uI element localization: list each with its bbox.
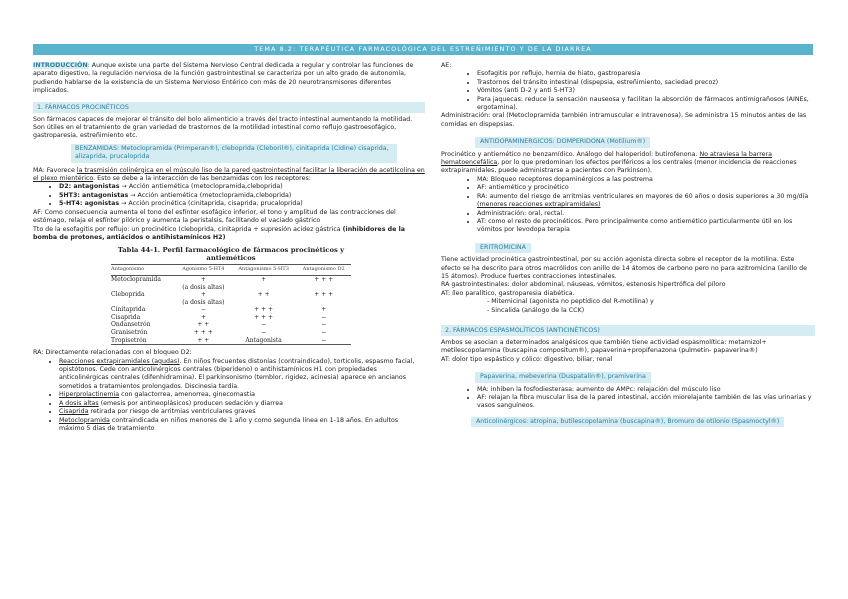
table-cell: [296, 299, 351, 307]
list-item: [59, 408, 425, 416]
table-cell: −: [321, 321, 327, 329]
ra-term: A dosis altas: [59, 399, 99, 407]
table-row: [111, 275, 351, 283]
section-espasmoliticos: 2. FÁRMACOS ESPASMOLÍTICOS (ANTICINÉTICOS): [441, 325, 815, 336]
table-cell: +: [261, 275, 267, 283]
table-row: [111, 306, 351, 314]
domperidona-box: [475, 137, 650, 147]
list-item: [477, 193, 815, 210]
table-cell: [111, 284, 176, 292]
table-cell: Cinitaprida: [111, 306, 146, 314]
table-cell: Granisetrón: [111, 329, 148, 337]
table-cell: +: [200, 313, 206, 321]
ra-intro: RA: Directamente relacionadas con el bloqueo D2:: [33, 349, 192, 357]
receptor-text: → Acción procinética (cinitaprida, cisaprida, prucaloprida): [119, 200, 303, 208]
receptor-list: [33, 183, 425, 208]
admin-paragraph: Administración: oral (Metoclopramida también intramuscular e intravenosa). Se administra 15 minutos antes de las comidas en dispepsias.: [441, 112, 807, 128]
table-cell: + +: [197, 321, 210, 329]
papaverina-list: [441, 386, 815, 411]
ae-label: AE:: [441, 62, 452, 69]
ra-term: Hiperprolactinemia: [59, 391, 120, 399]
benzamidas-text: : Metoclopramida (Primperan®), cleboprida (Cleboril®), cinitaprida (Cidine) cisaprida, alizaprida, prucaloprida: [75, 144, 389, 161]
table-cell: Cleboprida: [111, 291, 145, 299]
table-cell: +: [200, 275, 206, 283]
list-item: [59, 391, 425, 399]
ra-text: con galactorrea, amenorrea, ginecomastia: [119, 391, 256, 399]
receptor-name: 5-HT4: agonistas: [59, 200, 120, 208]
table-row: [111, 291, 351, 299]
table-title: Tabla 44-1. Perfil farmacológico de fármacos procinéticos y antieméticos: [117, 246, 345, 263]
table-cell: −: [296, 337, 351, 345]
ra-term: Cisaprida: [59, 408, 89, 416]
ma-suffix: . Esto se debe a la interacción de las benzamidas con los receptores:: [93, 175, 311, 183]
ra-list: [33, 358, 425, 434]
anticolinergicos-box: [471, 417, 784, 427]
table-cell: [231, 299, 297, 307]
eritromicina-at: AT: íleo paralítico, gastroparesia diabética.: [441, 289, 575, 297]
ma-paragraph: [33, 167, 425, 184]
tto-prefix: Tto de la esofagitis por reflujo: un procinético (cleboprida, cinitaprida + supresión acidez gástrica: [33, 225, 343, 233]
list-item: [59, 358, 425, 392]
table-cell: Tropisetrón: [111, 337, 176, 345]
eritromicina-ra: RA gastrointestinales: dolor abdominal, náuseas, vómitos, estenosis hipertrófica del píloro: [441, 281, 726, 289]
dom-ra: RA: aumento del riesgo de arritmias ventriculares en mayores de 60 años o dosis superiores a 30 mg/día: [477, 192, 809, 200]
table-cell: + + +: [254, 306, 274, 314]
list-item: • MA: Bloqueo receptores dopaminérgicos a las postrema: [477, 176, 815, 184]
list-item: • MA: inhiben la fosfodiesterasa: aumento de AMPc: relajación del músculo liso: [477, 386, 815, 394]
table-cell: [231, 284, 297, 292]
intro-label: INTRODUCCIÓN: [33, 62, 88, 69]
ra-text: (emesis por antineoplásicos) producen sedación y diarrea: [98, 399, 283, 407]
table-row: [111, 329, 351, 337]
table-cell: −: [261, 329, 267, 337]
pharmacology-table: [111, 246, 351, 345]
right-column: [441, 62, 815, 430]
table-cell: (a dosis altas): [182, 283, 225, 291]
list-item: • AF: relajan la fibra muscular lisa de la pared intestinal, acción miorelajante también de las vías urinarias y vasos sanguíneos.: [477, 394, 815, 411]
anticolinergicos-text: : atropina, butilescopolamina (buscapina®), Bromuro de otilonio (Spasmoctyl®): [526, 417, 780, 425]
list-item: • Administración: oral, rectal.: [477, 210, 815, 218]
table-cell: −: [261, 321, 267, 329]
intro-paragraph: [33, 62, 425, 96]
papaverina-box: Papaverina, mebeverina (Duspatalin®), pramiverina: [475, 372, 651, 382]
list-item: • Trastornos del tránsito intestinal (dispepsia, estreñimiento, saciedad precoz): [477, 79, 815, 87]
table-cell: −: [321, 329, 327, 337]
espasmoliticos-at: AT: dolor tipo espástico y cólico: digestivo, biliar, renal: [441, 355, 613, 363]
ra-term: Metoclopramida: [59, 416, 110, 424]
table-row: [111, 337, 351, 345]
espasmoliticos-paragraph: Ambos se asocian a determinados analgésicos que también tiene actividad espasmolítica: metamizol+ metilescopolamina (buscapina compositum®), papaverina+propifenazona (pulmetin- papaverina®): [441, 338, 767, 355]
table-cell: −: [200, 306, 206, 314]
benzamidas-label: BENZAMIDAS: [75, 144, 117, 152]
ma-prefix: MA: Favorece: [33, 166, 77, 174]
list-item: • Esofagitis por reflujo, hernia de hiato, gastroparesia: [477, 70, 815, 78]
table-row: [111, 314, 351, 322]
list-item: [59, 400, 425, 408]
ae-list: [441, 70, 815, 112]
domperidona-paragraph: [441, 151, 815, 176]
table-cell: +: [321, 306, 327, 314]
ma-underlined: la trasmisión colinérgica en el músculo liso de la pared gastrointestinal facilitar la liberación de acetilcolina en el plexo mientérico: [33, 166, 425, 183]
eritromicina-paragraph: Tiene actividad procinética gastrointestinal, por su acción agonista directa sobre el receptor de la motilina. Este efecto se ha descrito para otros macrólidos con anillo de 14 átomos de carbono pero no para azitromicina (anillo de 15 átomos). Produce fuertes contracciones intestinales.: [441, 256, 807, 280]
table-cell: + +: [257, 291, 270, 299]
table-row: [111, 284, 351, 292]
document-title-banner: TEMA 8.2: TERAPÉUTICA FARMACOLÓGICA DEL ESTREÑIMIENTO Y DE LA DIARREA: [33, 44, 813, 55]
table-cell: + + +: [254, 313, 274, 321]
table-header: Antagonismo 5-HT3: [231, 265, 297, 276]
receptor-name: 5HT3: antagonistas: [59, 191, 129, 199]
list-item: [59, 183, 425, 191]
eritromicina-sub-1: - Mitemicinal (agonista no peptídico del R-motilina) y: [487, 298, 654, 306]
table-cell: + + +: [314, 291, 334, 299]
procineticos-text: Son fármacos capaces de mejorar el tránsito del bolo alimenticio a través del tracto intestinal aumentando la motilidad. Son útiles en el tratamiento de gran variedad de trastornos de la motilidad intestinal como reflujo gastroesofágico, gastroparesia, estreñimiento etc.: [33, 115, 413, 140]
table-row: [111, 321, 351, 329]
receptor-text: → Acción antiemética (metoclopramida,cleboprida): [128, 191, 292, 199]
anticolinergicos-label: Anticolinérgicos: [476, 417, 527, 425]
list-item: • Vómitos (anti D-2 y anti 5-HT3): [477, 87, 815, 95]
table-cell: (a dosis altas): [182, 298, 225, 306]
ra-text: . En niños frecuentes distonías (contraindicado), torticolis, espasmo facial, opistótonos. Cede con anticolinérgicos centrales (biperideno) o antihistamínicos H1 con propiedades anticolinérgicas centrales (difenhidramina). El parkinsonismo (temblor, rigidez, acinesia) aparece en ancianos sometidos a tratamientos prolongados. Discinesia tardía.: [59, 357, 415, 390]
domperidona-list: [441, 176, 815, 235]
table-cell: +: [200, 291, 206, 299]
list-item: • AT: como el resto de procinéticos. Pero principalmente como antiemético particularmente útil en los vómitos por levodopa terapia: [477, 218, 815, 235]
table-cell: + + +: [193, 329, 213, 337]
table-cell: Metoclopramida: [111, 275, 161, 283]
table-cell: Cisaprida: [111, 313, 141, 321]
list-item: [59, 417, 425, 434]
table-cell: Ondansetrón: [111, 321, 151, 329]
list-item: [59, 200, 425, 208]
table-header: Antagonismo D2: [296, 265, 351, 276]
intro-text: : Aunque existe una parte del Sistema Nervioso Central dedicada a regular y controlar las funciones de aparato digestivo, la regulación nerviosa de la función gastrointestinal se caracteriza por un alto grado de autonomía, pudiendo hablarse de la existencia de un Sistema Nervioso Entérico con más de 20 neurotransmisores diferentes implicados.: [33, 62, 414, 95]
list-item: • Para jaquecas: reduce la sensación nauseosa y facilitan la absorción de fármacos antimigrañosos (AINEs, ergotamina).: [477, 96, 815, 113]
benzamidas-box: [71, 144, 397, 163]
domperidona-text: : DOMPERIDONA (Motilium®): [552, 138, 646, 146]
ra-text: contraindicada en niños menores de 1 año y como segunda línea en 1-18 años. En adultos máximo 5 días de tratamiento: [59, 416, 399, 432]
dom-p1: Procinético y antiemético no benzamídico. Análogo del haloperidol: butirofenona.: [441, 150, 700, 158]
table-header: Agonismo 5-HT4: [176, 265, 231, 276]
table-body: [111, 275, 351, 344]
ra-term: Reacciones extrapiramidales (agudas): [59, 357, 180, 365]
tto-paragraph: [33, 226, 425, 243]
dom-ra-underlined: (menores reacciones extrapiramidales): [477, 201, 601, 209]
list-item: • AF: antiemético y procinético: [477, 184, 815, 192]
tto-bold: (inhibidores de la bomba de protones, antiácidos o antihistamínicos H2): [33, 225, 406, 241]
domperidona-label: ANTIDOPAMINERGICOS: [480, 138, 553, 146]
table-cell: + +: [176, 337, 231, 345]
section-procineticos: 1. FÁRMACOS PROCINÉTICOS: [33, 102, 425, 113]
table-cell: Antagonista: [231, 337, 297, 345]
table-cell: −: [321, 313, 327, 321]
receptor-text: → Acción antiemética (metoclopramida,cleboprida): [119, 183, 283, 191]
table-cell: [111, 299, 176, 307]
ra-text: retirada por riesgo de arritmias ventriculares graves: [88, 408, 256, 416]
table-grid: [111, 264, 351, 345]
eritromicina-sub-2: - Sincalida (análogo de la CCK): [487, 306, 585, 314]
left-column: [33, 62, 425, 433]
af-paragraph: AF: Como consecuencia aumenta el tono del esfínter esofágico inferior, el tono y amplitud de las contracciones del estómago, relaja el esfínter pilórico y aumenta la peristalsis, facilitando el vaciado gástrico: [33, 208, 396, 225]
table-row: [111, 299, 351, 307]
table-cell: + + +: [314, 275, 334, 283]
dom-p1-rest: , por lo que predominan los efectos periféricos a los centrales (menor incidencia de reacciones extrapiramidales, puede administrarse a pacientes con Parkinson).: [441, 159, 797, 175]
dom-p1-underlined: No atraviesa la barrera hematoencefálica: [441, 150, 772, 167]
eritromicina-box: ERITROMICINA: [475, 243, 531, 253]
table-cell: [296, 284, 351, 292]
table-header: Antagonismo: [111, 265, 176, 276]
receptor-name: D2: antagonistas: [59, 183, 120, 191]
